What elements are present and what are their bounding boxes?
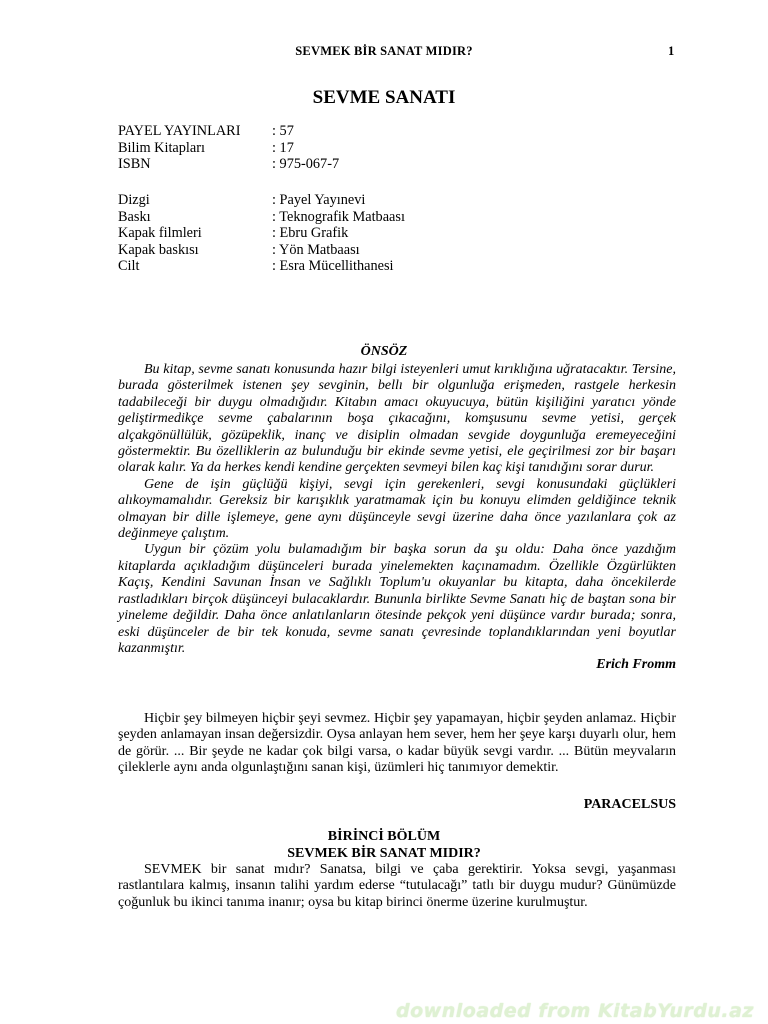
foreword-author: Erich Fromm — [596, 657, 676, 673]
imprint-publisher-block — [118, 123, 339, 173]
imprint-row — [118, 140, 339, 157]
imprint-key: Bilim Kitapları — [118, 139, 205, 156]
download-watermark: downloaded from KitabYurdu.az — [396, 1000, 754, 1022]
chapter-title-heading: SEVMEK BİR SANAT MIDIR? — [287, 846, 481, 861]
running-header-title: SEVMEK BİR SANAT MIDIR? — [295, 44, 473, 58]
imprint-row — [118, 123, 339, 140]
imprint-key: ISBN — [118, 156, 151, 173]
imprint-key: Baskı — [118, 208, 151, 225]
imprint-production-block — [118, 192, 405, 275]
imprint-row — [118, 209, 405, 226]
imprint-value: : 17 — [272, 139, 294, 156]
imprint-key: Cilt — [118, 258, 140, 275]
chapter-number-heading: BİRİNCİ BÖLÜM — [327, 829, 441, 844]
imprint-value: : 57 — [272, 123, 294, 139]
foreword-paragraph: Uygun bir çözüm yolu bulamadığım bir başka sorun da şu oldu: Daha önce yazdığım kitaplarda açıkladığım düşünceleri burada yinelemekten kaçınamadım. Özellikle Özgürlükten Kaçış, Kendini Savunan İnsan ve Sağlıklı Toplum'u okuyanlar bu kitapta, daha öncekilerde rastladıkları birçok düşünceyi bulacaklardır. Bununla birlikte Sevme Sanatı hiç de baştan sona bir yineleme değildir. Daha önce anlatılanların ötesinde pekçok yeni düşünce vardır burada; sonra, eski düşünceler de bir tek konuda, sevme sanatı çevresinde toplandıklarından yeni boyutlar kazanmıştır. — [118, 542, 676, 656]
epigraph-text: Hiçbir şey bilmeyen hiçbir şeyi sevmez. Hiçbir şey yapamayan, hiçbir şeyden anlamaz. Hiçbir şeyden anlamayan insan değersizdir. Oysa anlayan hem sever, hem her şeye karşı duyarlı olur, hem de görür. ... Bir şeyde ne kadar çok bilgi varsa, o kadar büyük sevgi vardır. ... Bütün meyvaların çileklerle aynı anda olgunlaştığını sanan kişi, üzümleri hiç tanımıyor demektir. — [118, 711, 676, 776]
imprint-key: Kapak baskısı — [118, 241, 199, 258]
imprint-key: Kapak filmleri — [118, 225, 202, 242]
imprint-row — [118, 225, 405, 242]
imprint-value: : Yön Matbaası — [272, 241, 360, 258]
chapter-paragraph: SEVMEK bir sanat mıdır? Sanatsa, bilgi ve çaba gerektirir. Yoksa sevgi, yaşanması rastlantılara kalmış, insanın talihi yardım ederse “tutulacağı” tatlı bir duygu mudur? Günümüzde çoğunluk bu ikinci tanıma inanır; oysa bu kitap birinci önerme üzerine kurulmuştur. — [118, 862, 676, 910]
foreword-heading: ÖNSÖZ — [360, 344, 408, 359]
imprint-value: : Esra Mücellithanesi — [272, 258, 394, 275]
epigraph-author: PARACELSUS — [583, 797, 676, 812]
page-number: 1 — [668, 44, 675, 58]
imprint-row — [118, 156, 339, 173]
imprint-value: : Teknografik Matbaası — [272, 208, 405, 225]
foreword-body — [118, 362, 676, 674]
foreword-paragraph: Bu kitap, sevme sanatı konusunda hazır bilgi isteyenleri umut kırıklığına uğratacaktır. Tersine, burada gösterilmek istenen şey sevginin, bellı bir olgunluğa erişmeden, rastgele herkesin tadabileceği bir duygu olmadığıdır. Kitabın amacı okuyucuya, bütün kişiliğini yaratıcı yönde geliştirmedikçe sevme çabalarının boşa çıkacağını, komşusunu sevme yetisi, gerçek alçakgönüllülük, gözüpeklik, inanç ve disiplin olmadan sevgide doygunluğa eremeyeceğini göstermektir. Bu özelliklerin az bulunduğu bir ekinde sevme yetisi, ele geçirilmesi zor bir başarı olarak kalır. Ya da herkes kendi kendine gerçekten sevmeyi bilen kaç kişi tanıdığını sorar durur. — [118, 362, 676, 476]
epigraph-quote — [118, 711, 676, 777]
imprint-row — [118, 192, 405, 209]
imprint-value: : Ebru Grafik — [272, 225, 349, 242]
imprint-value: : Payel Yayınevi — [272, 192, 366, 208]
chapter-body — [118, 862, 676, 911]
imprint-row — [118, 242, 405, 259]
imprint-key: PAYEL YAYINLARI — [118, 123, 241, 139]
foreword-paragraph: Gene de işin güçlüğü kişiyi, sevgi için gerekenleri, sevgi konusundaki güçlükleri alıkoymamalıdır. Gereksiz bir karışıklık yaratmamak için bu konuyu elimden geldiğince teknik olmayan bir dille işlemeye, gene aynı düşünceyle sevgi üzerine daha önce yazılanlara çok az değinmeye çalıştım. — [118, 476, 676, 542]
imprint-row — [118, 258, 405, 275]
imprint-key: Dizgi — [118, 192, 150, 208]
imprint-value: : 975-067-7 — [272, 156, 340, 173]
book-title: SEVME SANATI — [312, 87, 456, 108]
